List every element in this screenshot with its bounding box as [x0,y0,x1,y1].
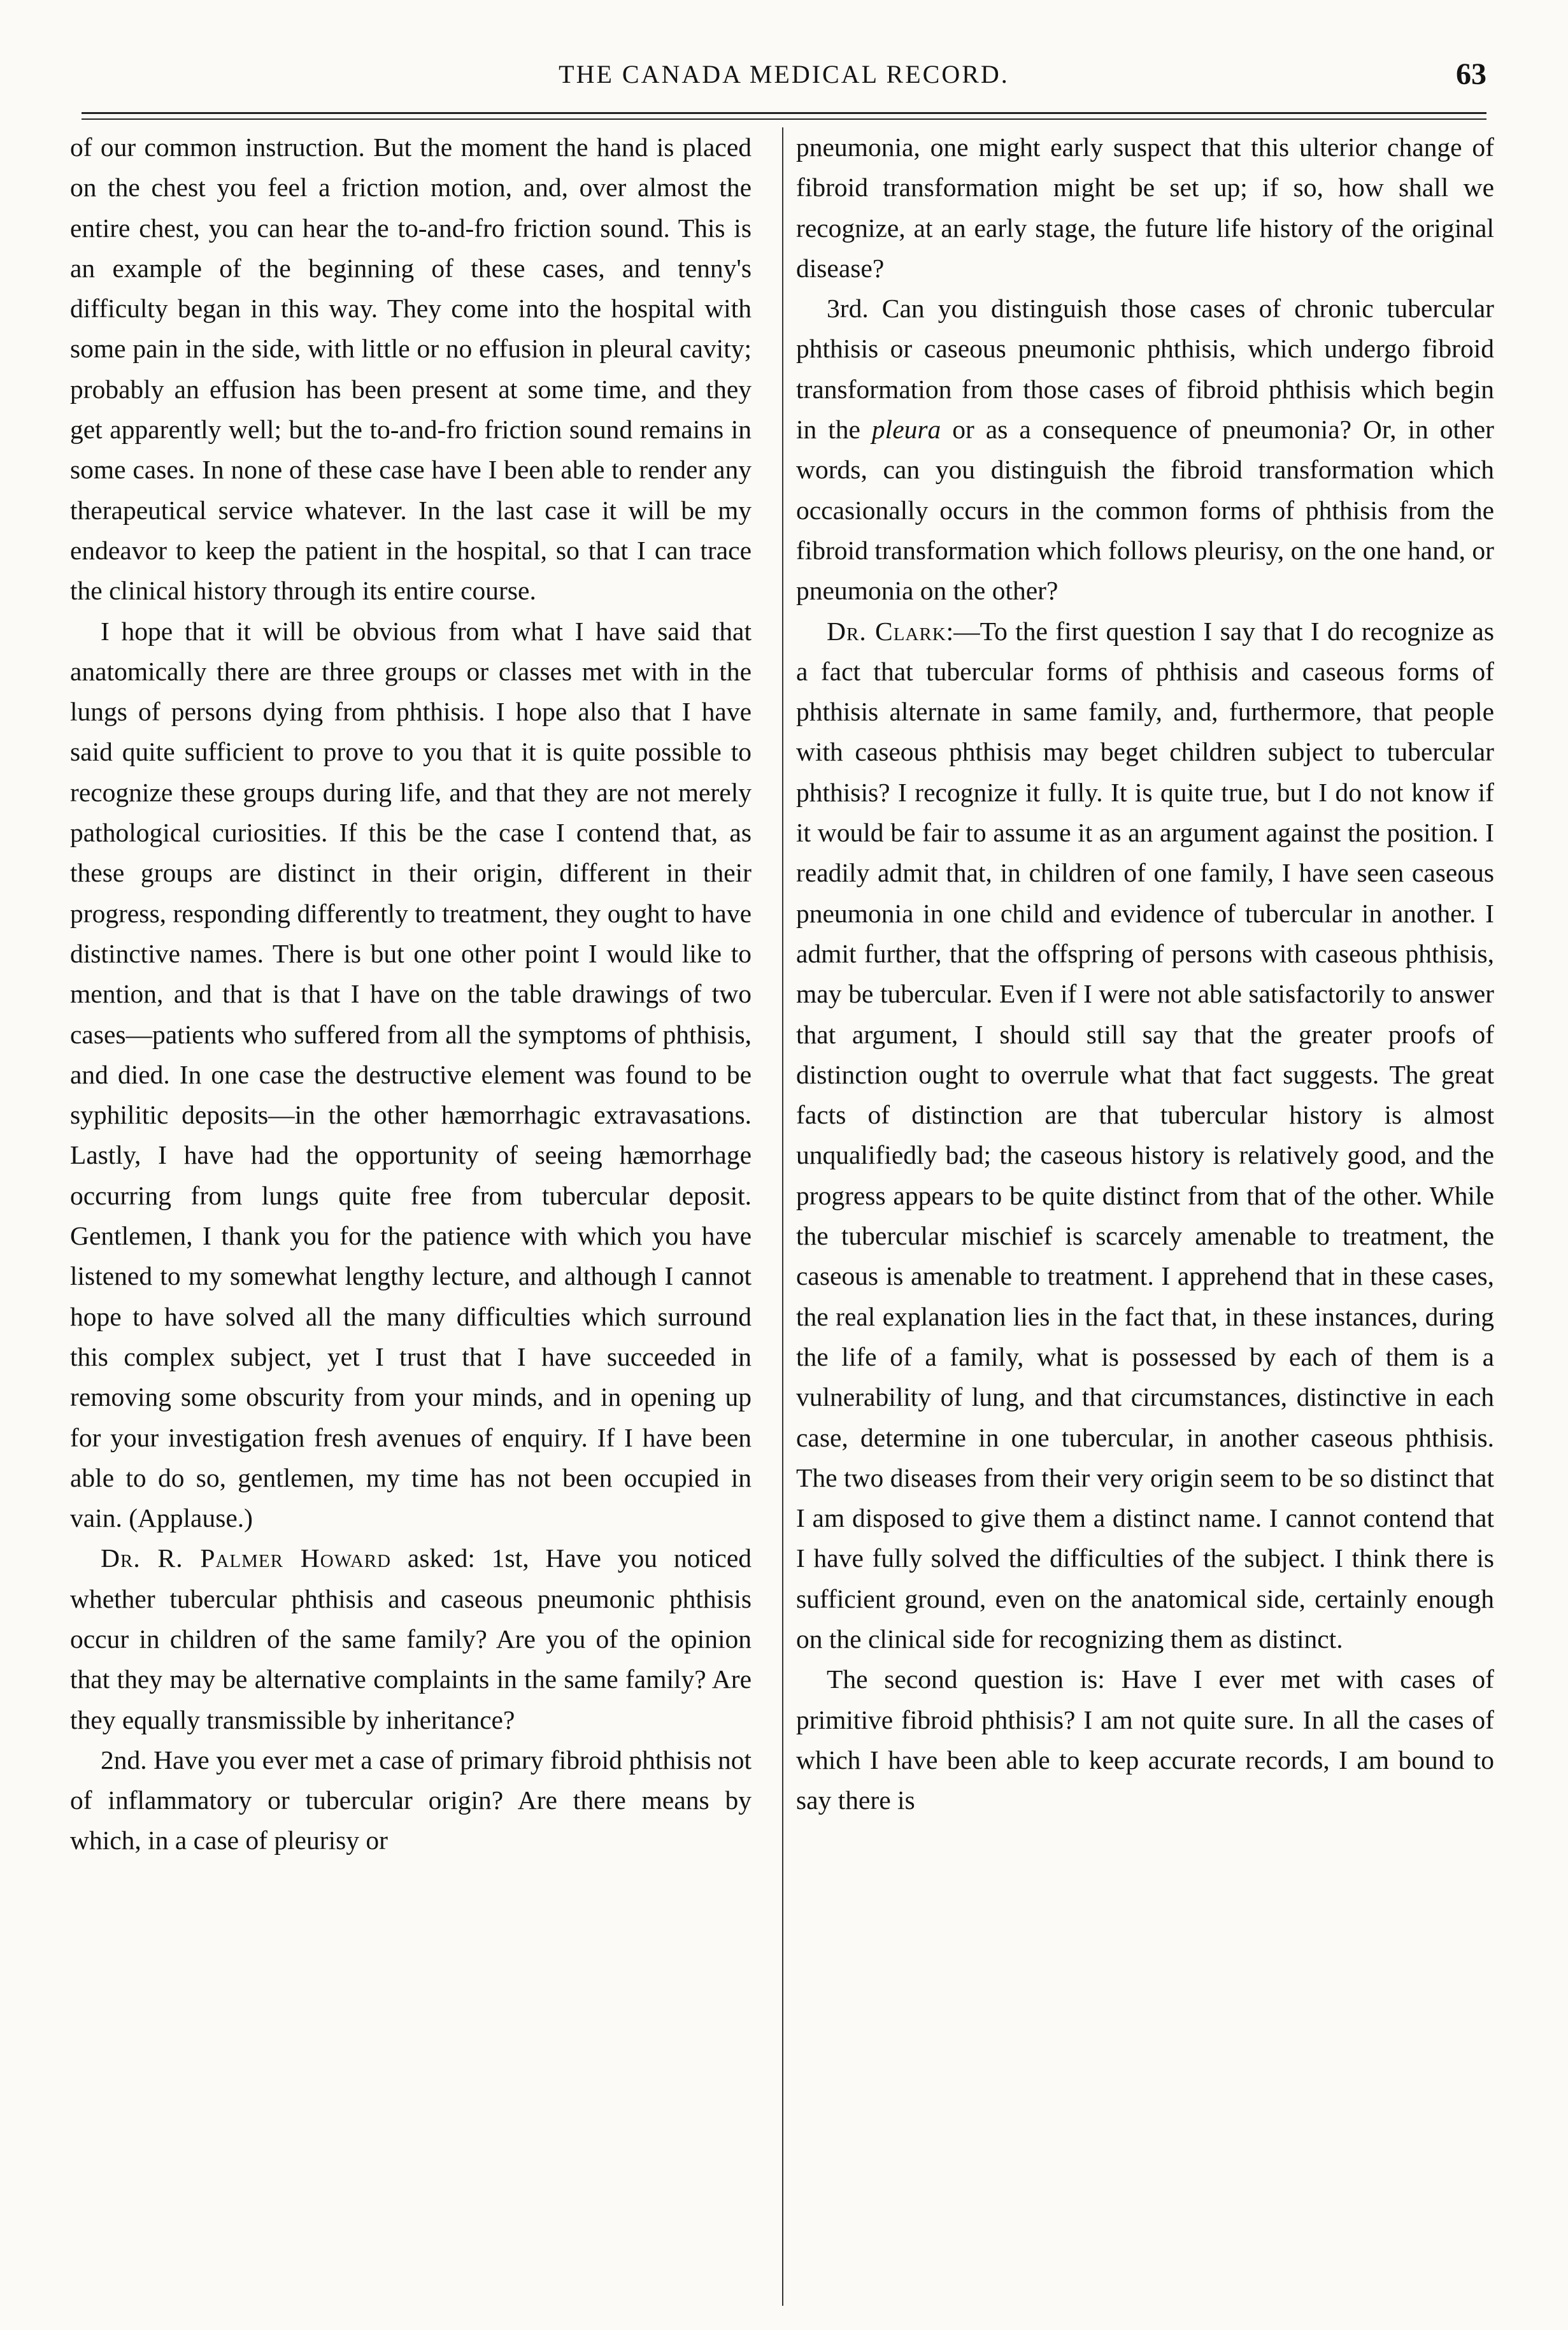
column-divider [782,127,783,2306]
italic-term-pleura: pleura [871,415,941,445]
right-column [796,127,1494,1820]
paragraph-conclusion: I hope that it will be obvious from what I have said that anatomically there are three groups or classes met with in the lungs of persons dying from phthisis. I hope also that I have said quite sufficient to prove to you that it is quite possible to recognize these groups during life, and that they are not merely pathological curiosities. If this be the case I contend that, as these groups are distinct in their origin, different in their progress, responding differently to treatment, they ought to have distinctive names. There is but one other point I would like to mention, and that is that I have on the table drawings of two cases—patients who suffered from all the symptoms of phthisis, and died. In one case the destructive element was found to be syphilitic deposits—in the other hæmorrhagic extravasations. Lastly, I have had the opportunity of seeing hæmorrhage occurring from lungs quite free from tubercular deposit. Gentlemen, I thank you for the patience with which you have listened to my somewhat lengthy lecture, and although I cannot hope to have solved all the many difficulties which surround this complex subject, yet I trust that I have succeeded in removing some obscurity from your minds, and in opening up for your investigation fresh avenues of enquiry. If I have been able to do so, gentlemen, my time has not been occupied in vain. (Applause.) [70,616,752,1533]
paragraph-third-question [796,289,1494,611]
third-question-text-b: or as a consequence of pneumonia? Or, in other words, can you distinguish the fibroid transformation which occasionally occurs in the common forms of phthisis from the fibroid transformation which follows pleurisy, on the one hand, or pneumonia on the other? [796,415,1494,606]
speaker-howard: Dr. R. Palmer Howard [101,1543,392,1573]
header-rule-thick [82,112,1486,114]
clark-answer-text: :—To the first question I say that I do recognize as a fact that tubercular forms of phthisis and caseous forms of phthisis alternate in same family, and, furthermore, that people with caseous phthisis may beget children subject to tubercular phthisis? I recognize it fully. It is quite true, but I do not know if it would be fair to assume it as an argument against the position. I readily admit that, in children of one family, I have seen caseous pneumonia in one child and evidence of tubercular in another. I admit further, that the offspring of persons with caseous phthisis, may be tubercular. Even if I were not able satisfactorily to answer that argument, I should still say that the greater proofs of distinction ought to overrule what that fact suggests. The great facts of distinction are that tubercular history is almost unqualifiedly bad; the caseous history is relatively good, and the progress appears to be quite distinct from that of the other. While the tubercular mischief is scarcely amenable to treatment, the caseous is amenable to treatment. I apprehend that in these cases, the real explanation lies in the fact that, in these instances, during the life of a family, what is possessed by each of them is a vulnerability of lung, and that circumstances, distinctive in each case, determine in one tubercular, in another caseous phthisis. The two diseases from their very origin seem to be so distinct that I am disposed to give them a distinct name. I cannot contend that I have fully solved the difficulties of the subject. I think there is sufficient ground, even on the anatomical side, certainly enough on the clinical side for recognizing them as distinct. [796,616,1495,1654]
third-question-text-a: 3rd. Can you distinguish those cases of chronic tubercular phthisis or caseous pneumonic phthisis, which undergo fibroid transformation from those cases of fibroid phthisis which begin in the [796,294,1494,445]
running-title: THE CANADA MEDICAL RECORD. [559,60,1009,89]
paragraph-continuation-right: pneumonia, one might early suspect that this ulterior change of fibroid transformation might be set up; if so, how shall we recognize, at an early stage, the future life history of the original disease? [796,132,1494,283]
paragraph-clark-answer [796,611,1494,1660]
running-head [0,52,1568,97]
howard-question-text: asked: 1st, Have you noticed whether tubercular phthisis and caseous pneumonic phthisis occur in children of the same family? Are you of the opinion that they may be alternative complaints in the same family? Are they equally transmissible by inheritance? [70,1543,752,1734]
paragraph-continuation: of our common instruction. But the moment the hand is placed on the chest you feel a friction motion, and, over almost the entire chest, you can hear the to-and-fro friction sound. This is an example of the beginning of these cases, and tenny's difficulty began in this way. They come into the hospital with some pain in the side, with little or no effusion in pleural cavity; probably an effusion has been present at some time, and they get apparently well; but the to-and-fro friction sound remains in some cases. In none of these case have I been able to render any therapeutical service whatever. In the last case it will be my endeavor to keep the patient in the hospital, so that I can trace the clinical history through its entire course. [70,132,752,606]
paragraph-second-question: 2nd. Have you ever met a case of primary fibroid phthisis not of inflammatory or tubercular origin? Are there means by which, in a case of pleurisy or [70,1745,752,1855]
paragraph-second-answer: The second question is: Have I ever met with cases of primitive fibroid phthisis? I am not quite sure. In all the cases of which I have been able to keep accurate records, I am bound to say there is [796,1664,1494,1815]
speaker-clark: Dr. Clark [827,616,946,646]
header-rule-thin [82,118,1486,120]
page-number: 63 [1456,57,1486,91]
paragraph-howard-question [70,1538,752,1740]
left-column [70,127,752,1861]
